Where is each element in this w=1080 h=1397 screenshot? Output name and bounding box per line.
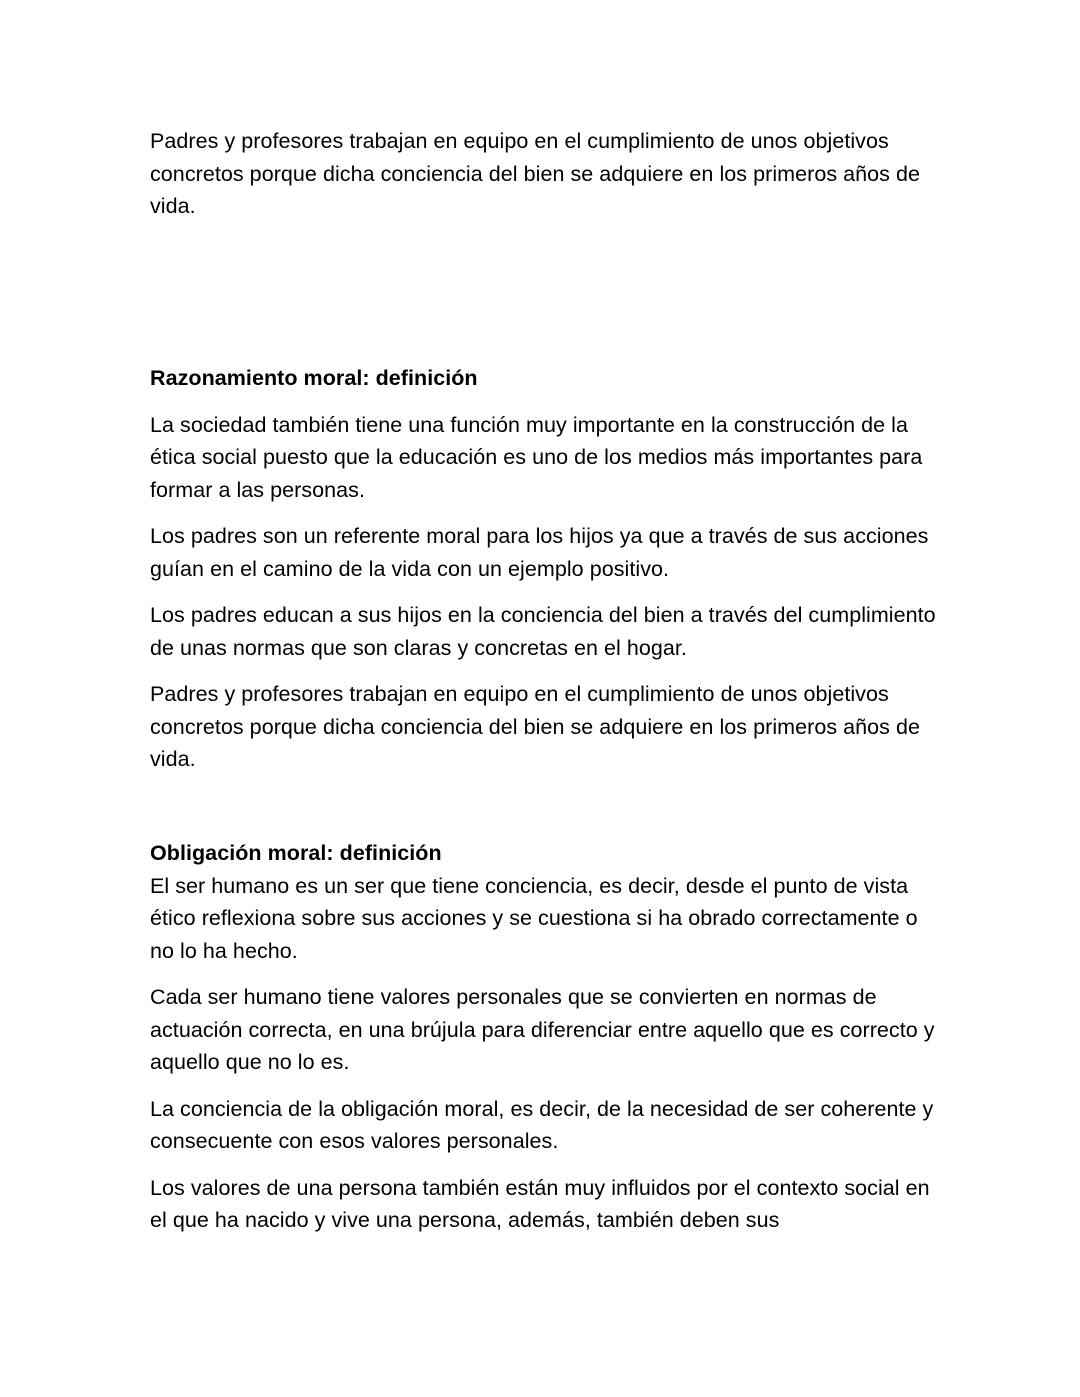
paragraph: La conciencia de la obligación moral, es decir, de la necesidad de ser coherente y consecuente con esos valores personales.	[150, 1096, 934, 1153]
section-heading-obligacion: Obligación moral: definición	[150, 841, 442, 865]
section-heading-razonamiento: Razonamiento moral: definición	[150, 366, 478, 390]
intro-paragraph: Padres y profesores trabajan en equipo en el cumplimiento de unos objetivos concretos porque dicha conciencia del bien se adquiere en los primeros años de vida.	[150, 129, 921, 218]
paragraph: Los padres son un referente moral para los hijos ya que a través de sus acciones guían en el camino de la vida con un ejemplo positivo.	[150, 524, 929, 581]
intro-block	[150, 125, 940, 223]
paragraph: Los padres educan a sus hijos en la conciencia del bien a través del cumplimiento de unas normas que son claras y concretas en el hogar.	[150, 603, 936, 660]
section-razonamiento	[150, 362, 940, 776]
paragraph: Cada ser humano tiene valores personales que se convierten en normas de actuación correcta, en una brújula para diferenciar entre aquello que es correcto y aquello que no lo es.	[150, 985, 935, 1074]
paragraph: Los valores de una persona también están muy influidos por el contexto social en el que ha nacido y vive una persona, además, también deben sus	[150, 1175, 930, 1232]
paragraph: Padres y profesores trabajan en equipo en el cumplimiento de unos objetivos concretos porque dicha conciencia del bien se adquiere en los primeros años de vida.	[150, 682, 921, 771]
paragraph: El ser humano es un ser que tiene conciencia, es decir, desde el punto de vista ético reflexiona sobre sus acciones y se cuestiona si ha obrado correctamente o no lo ha hecho.	[150, 873, 918, 963]
paragraph: La sociedad también tiene una función muy importante en la construcción de la ética social puesto que la educación es uno de los medios más importantes para formar a las personas.	[150, 412, 923, 502]
section-obligacion	[150, 837, 940, 1237]
